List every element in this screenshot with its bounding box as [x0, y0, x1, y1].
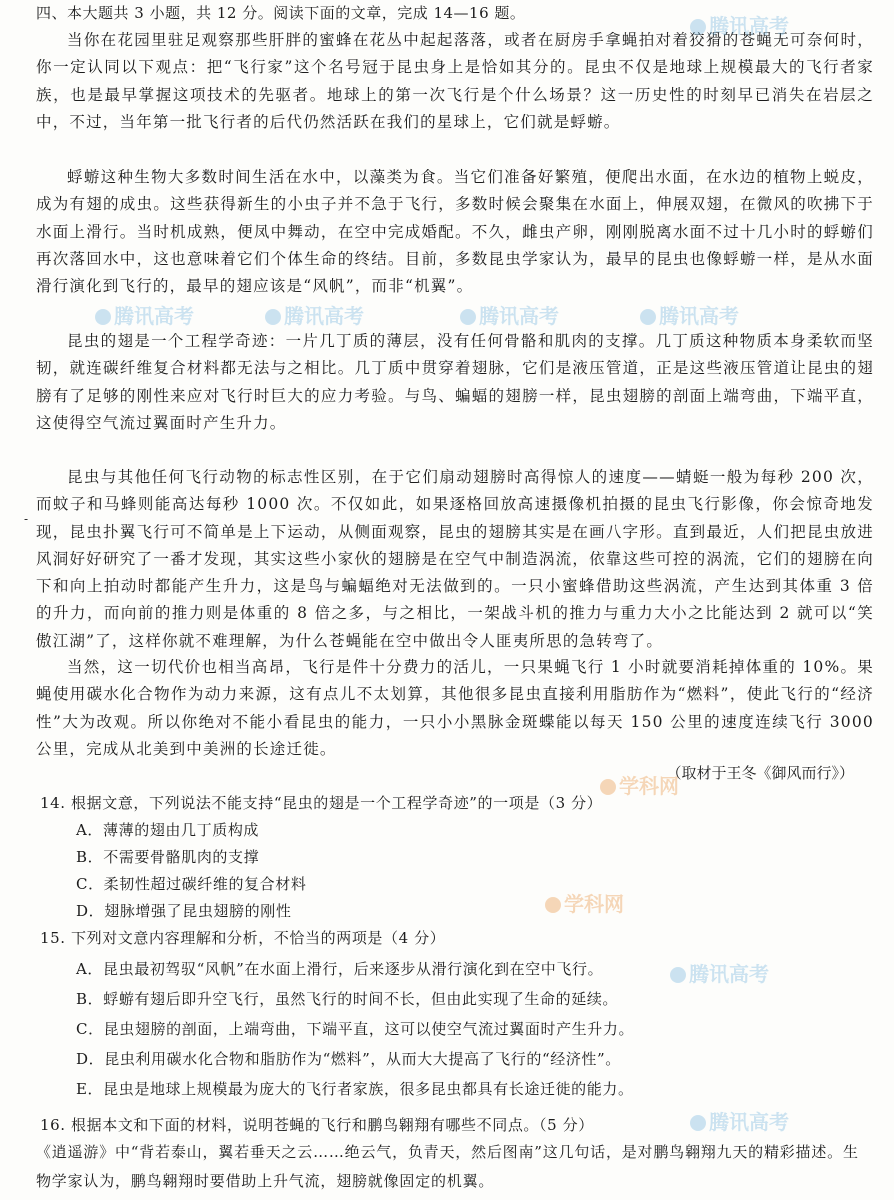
question-15-option-e: E．昆虫是地球上规模最为庞大的飞行者家族，很多昆虫都具有长途迁徙的能力。 [76, 1080, 634, 1098]
margin-mark: - [24, 512, 29, 526]
watermark-tencent: 腾讯高考 [95, 300, 194, 329]
watermark-logo-icon [265, 309, 281, 325]
watermark-logo-icon [670, 967, 686, 983]
watermark-tencent: 腾讯高考 [670, 958, 769, 987]
watermark-logo-icon [545, 897, 561, 913]
section-heading: 四、本大题共 3 小题，共 12 分。阅读下面的文章，完成 14—16 题。 [36, 4, 526, 22]
watermark-xuekewang: 学科网 [545, 888, 624, 917]
passage-paragraph-4: 昆虫与其他任何飞行动物的标志性区别，在于它们扇动翅膀时高得惊人的速度——蜻蜓一般为每秒 200 次，而蚊子和马蜂则能高达每秒 1000 次。不仅如此，如果逐格回放高速摄像机拍摄的昆虫飞行影像，你会惊奇地发现，昆虫扑翼飞行可不简单是上下运动，从侧面观察，昆虫的翅膀其实是在画八字形。直到最近，人们把昆虫放进风洞好好研究了一番才发现，其实这些小家伙的翅膀是在空气中制造涡流，依靠这些可控的涡流，它们的翅膀在向下和向上拍动时都能产生升力，这是鸟与蝙蝠绝对无法做到的。一只小蜜蜂借助这些涡流，产生达到其体重 3 倍的升力，而向前的推力则是体重的 8 倍之多，与之相比，一架战斗机的推力与重力大小之比能达到 2 就可以“笑傲江湖”了，这样你就不难理解，为什么苍蝇能在空中做出令人匪夷所思的急转弯了。 [36, 468, 874, 650]
watermark-tencent: 腾讯高考 [690, 1106, 789, 1135]
watermark-logo-icon [690, 19, 706, 35]
question-16-material: 《逍遥游》中“背若泰山，翼若垂天之云……绝云气，负青天，然后图南”这几句话，是对鹏鸟翱翔九天的精彩描述。生物学家认为，鹏鸟翱翔时要借助上升气流，翅膀就像固定的机翼。 [36, 1143, 859, 1190]
question-15-stem: 15. 下列对文意内容理解和分析，不恰当的两项是（4 分） [40, 929, 446, 947]
question-15-option-b: B．蜉蝣有翅后即升空飞行，虽然飞行的时间不长，但由此实现了生命的延续。 [76, 990, 619, 1008]
passage-paragraph-5: 当然，这一切代价也相当高昂，飞行是件十分费力的活儿，一只果蝇飞行 1 小时就要消耗掉体重的 10%。果蝇使用碳水化合物作为动力来源，这有点儿不太划算，其他很多昆虫直接利用脂肪作为“燃料”，使此飞行的“经济性”大为改观。所以你绝对不能小看昆虫的能力，一只小小黑脉金斑蝶能以每天 150 公里的速度连续飞行 3000 公里，完成从北美到中美洲的长途迁徙。 [36, 658, 874, 758]
question-14-option-d: D．翅脉增强了昆虫翅膀的刚性 [76, 902, 292, 920]
watermark-tencent: 腾讯高考 [265, 300, 364, 329]
question-14-option-b: B．不需要骨骼肌肉的支撑 [76, 848, 260, 866]
question-14-stem: 14. 根据文意，下列说法不能支持“昆虫的翅是一个工程学奇迹”的一项是（3 分） [40, 794, 603, 812]
passage-paragraph-1: 当你在花园里驻足观察那些肝胖的蜜蜂在花丛中起起落落，或者在厨房手拿蝇拍对着狡猾的苍蝇无可奈何时，你一定认同以下观点：把“飞行家”这个名号冠于昆虫身上是恰如其分的。昆虫不仅是地球上规模最大的飞行者家族，也是最早掌握这项技术的先驱者。地球上的第一次飞行是个什么场景？这一历史性的时刻早已消失在岩层之中，不过，当年第一批飞行者的后代仍然活跃在我们的星球上，它们就是蜉蝣。 [36, 31, 874, 131]
watermark-logo-icon [95, 309, 111, 325]
question-14-option-a: A．薄薄的翅由几丁质构成 [76, 821, 260, 839]
watermark-tencent: 腾讯高考 [460, 300, 559, 329]
watermark-logo-icon [690, 1115, 706, 1131]
source-citation: （取材于王冬《御风而行》） [666, 764, 854, 782]
question-14-option-c: C．柔韧性超过碳纤维的复合材料 [76, 875, 307, 893]
question-15-option-a: A．昆虫最初驾驭“风帆”在水面上滑行，后来逐步从滑行演化到在空中飞行。 [76, 960, 604, 978]
watermark-tencent: 腾讯高考 [640, 300, 739, 329]
passage-paragraph-2: 蜉蝣这种生物大多数时间生活在水中，以藻类为食。当它们准备好繁殖，便爬出水面，在水边的植物上蜕皮，成为有翅的成虫。这些获得新生的小虫子并不急于飞行，多数时候会聚集在水面上，伸展双翅，在微风的吹拂下于水面上滑行。当时机成熟，便凤中舞动，在空中完成婚配。不久，雌虫产卵，刚刚脱离水面不过十几小时的蜉蝣们再次落回水中，这也意味着它们个体生命的终结。目前，多数昆虫学家认为，最早的昆虫也像蜉蝣一样，是从水面滑行演化到飞行的，最早的翅应该是“风帆”，而非“机翼”。 [36, 168, 874, 296]
watermark-logo-icon [600, 779, 616, 795]
watermark-logo-icon [460, 309, 476, 325]
watermark-xuekewang: 学科网 [600, 770, 679, 799]
watermark-tencent: 腾讯高考 [690, 10, 789, 39]
passage-paragraph-3: 昆虫的翅是一个工程学奇迹：一片几丁质的薄层，没有任何骨骼和肌肉的支撑。几丁质这种物质本身柔软而坚韧，就连碳纤维复合材料都无法与之相比。几丁质中贯穿着翅脉，它们是液压管道，正是这些液压管道让昆虫的翅膀有了足够的刚性来应对飞行时巨大的应力考验。与鸟、蝙蝠的翅膀一样，昆虫翅膀的剖面上端弯曲，下端平直，这使得空气流过翼面时产生升力。 [36, 332, 874, 432]
question-16-stem: 16. 根据本文和下面的材料，说明苍蝇的飞行和鹏鸟翱翔有哪些不同点。（5 分） [40, 1116, 594, 1134]
watermark-logo-icon [640, 309, 656, 325]
question-15-option-c: C．昆虫翅膀的剖面，上端弯曲，下端平直，这可以使空气流过翼面时产生升力。 [76, 1020, 635, 1038]
question-15-option-d: D．昆虫利用碳水化合物和脂肪作为“燃料”，从而大大提高了飞行的“经济性”。 [76, 1050, 621, 1068]
